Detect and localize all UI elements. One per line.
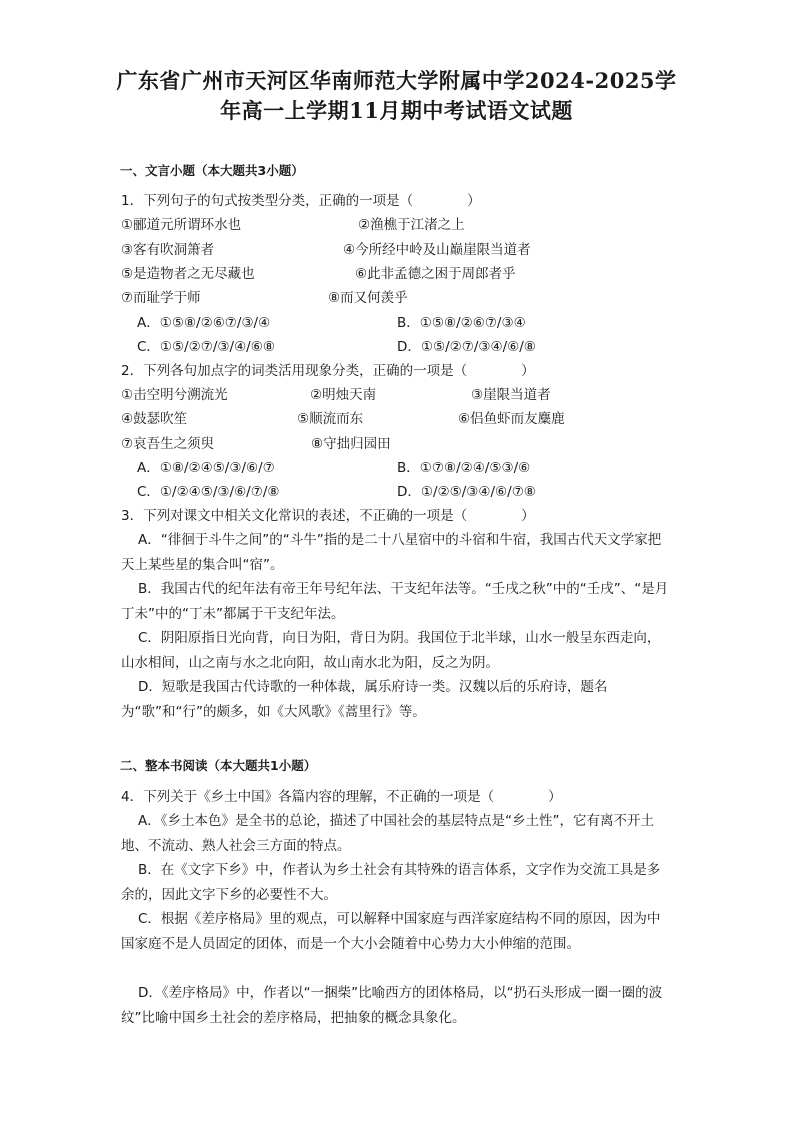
q2-example-1: ①击空明兮溯流光 <box>121 387 228 403</box>
q2-example-8: ⑧守拙归园田 <box>311 436 391 452</box>
question-1-stem: 1．下列句子的句式按类型分类，正确的一项是（ ） <box>121 193 481 209</box>
q3-option-d: D．短歌是我国古代诗歌的一种体裁，属乐府诗一类。汉魏以后的乐府诗，题名为“歌”和“行”的颇多，如《大风歌》《蒿里行》等。 <box>121 679 608 720</box>
q2-example-4: ④鼓瑟吹笙 <box>121 411 188 427</box>
q1-example-5: ⑤是造物者之无尽藏也 <box>121 266 255 282</box>
q1-example-1: ①郦道元所谓环水也 <box>121 217 242 233</box>
q1-option-d: D．①⑤/②⑦/③④/⑥/⑧ <box>397 339 536 355</box>
question-3-stem: 3．下列对课文中相关文化常识的表述，不正确的一项是（ ） <box>121 508 535 524</box>
q4-option-b: B．在《文字下乡》中，作者认为乡土社会有其特殊的语言体系，文字作为交流工具是多余的，因此文字下乡的必要性不大。 <box>121 862 661 903</box>
q1-option-a: A．①⑤⑧/②⑥⑦/③/④ <box>137 315 271 331</box>
q2-option-c: C．①/②④⑤/③/⑥/⑦/⑧ <box>137 484 280 500</box>
section-heading-classical: 一、文言小题（本大题共3小题） <box>120 163 304 178</box>
q3-option-c: C．阴阳原指日光向背，向日为阳，背日为阴。我国位于北半球，山水一般呈东西走向，山水相间，山之南与水之北向阳，故山南水北为阳，反之为阴。 <box>121 630 661 671</box>
q2-option-a: A．①⑧/②④⑤/③/⑥/⑦ <box>137 460 275 476</box>
question-2-stem: 2．下列各句加点字的词类活用现象分类，正确的一项是（ ） <box>121 363 535 379</box>
q1-example-7: ⑦而耻学于师 <box>121 290 201 306</box>
q2-example-2: ②明烛天南 <box>310 387 377 403</box>
q2-example-5: ⑤顺流而东 <box>297 411 364 427</box>
q1-option-b: B．①⑤⑧/②⑥⑦/③④ <box>397 315 526 331</box>
q2-example-7: ⑦哀吾生之须臾 <box>121 436 215 452</box>
q1-option-c: C．①⑤/②⑦/③/④/⑥⑧ <box>137 339 275 355</box>
q1-example-3: ③客有吹洞箫者 <box>121 242 215 258</box>
q1-example-8: ⑧而又何羡乎 <box>328 290 408 306</box>
exam-title-line2: 年高一上学期11月期中考试语文试题 <box>220 98 573 123</box>
q4-option-c: C．根据《差序格局》里的观点，可以解释中国家庭与西洋家庭结构不同的原因，因为中国家庭不是人员固定的团体，而是一个大小会随着中心势力大小伸缩的范围。 <box>121 911 661 952</box>
q2-example-3: ③崖限当道者 <box>471 387 551 403</box>
q1-example-4: ④今所经中岭及山巅崖限当道者 <box>343 242 531 258</box>
q4-option-d: D．《差序格局》中，作者以“一捆柴”比喻西方的团体格局，以“扔石头形成一圈一圈的波纹”比喻中国乡土社会的差序格局，把抽象的概念具象化。 <box>121 985 663 1026</box>
q1-example-2: ②渔樵于江渚之上 <box>358 217 465 233</box>
q3-option-b: B．我国古代的纪年法有帝王年号纪年法、干支纪年法等。“壬戌之秋”中的“壬戌”、“是月丁未”中的“丁未”都属于干支纪年法。 <box>121 581 669 622</box>
section-heading-whole-book: 二、整本书阅读（本大题共1小题） <box>120 758 317 773</box>
exam-title-line1: 广东省广州市天河区华南师范大学附属中学2024-2025学 <box>116 68 677 93</box>
q2-option-d: D．①/②⑤/③④/⑥/⑦⑧ <box>397 484 536 500</box>
question-4-stem: 4．下列关于《乡土中国》各篇内容的理解，不正确的一项是（ ） <box>121 789 562 805</box>
q3-option-a: A．“徘徊于斗牛之间”的“斗牛”指的是二十八星宿中的斗宿和牛宿，我国古代天文学家把天上某些星的集合叫“宿”。 <box>121 532 662 573</box>
q4-option-a: A．《乡土本色》是全书的总论，描述了中国社会的基层特点是“乡土性”，它有离不开土地、不流动、熟人社会三方面的特点。 <box>121 813 654 854</box>
q2-option-b: B．①⑦⑧/②④/⑤③/⑥ <box>397 460 531 476</box>
q1-example-6: ⑥此非孟德之困于周郎者乎 <box>355 266 516 282</box>
q2-example-6: ⑥侣鱼虾而友麋鹿 <box>458 411 565 427</box>
